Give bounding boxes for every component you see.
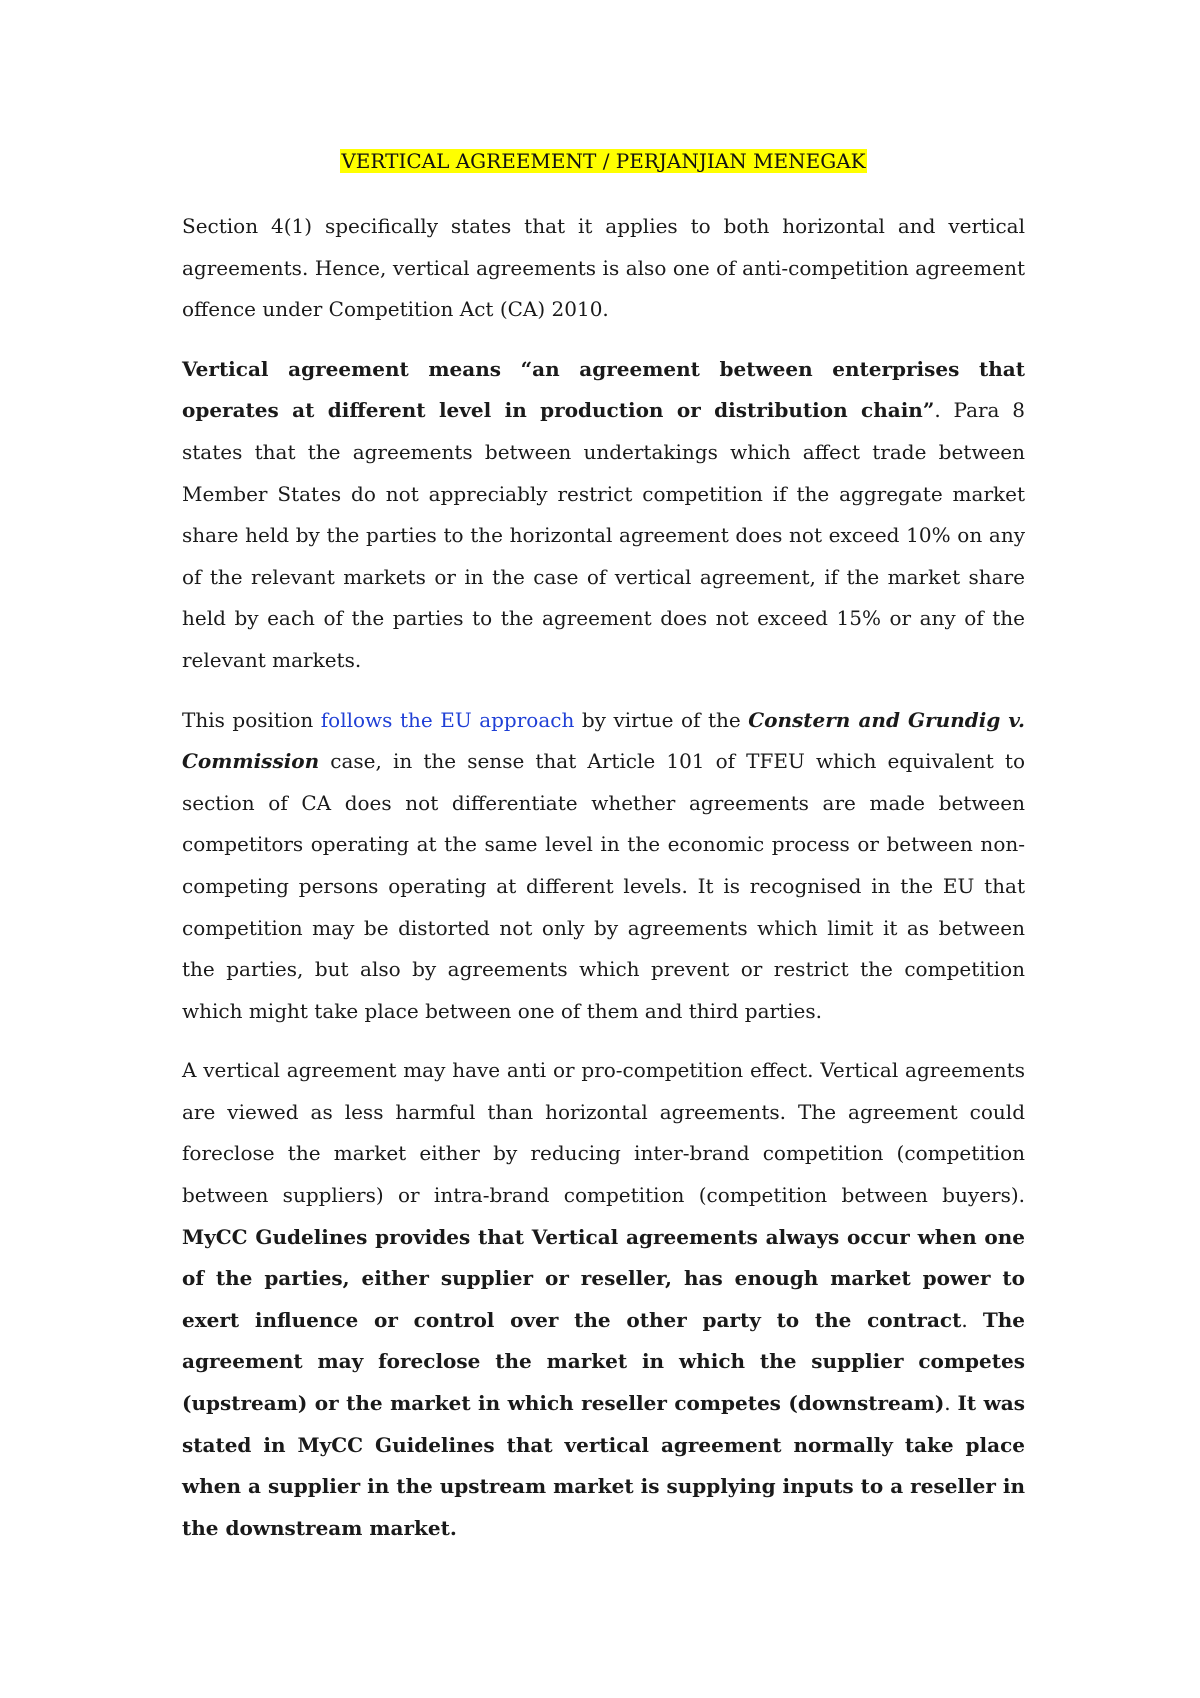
eu-approach-link[interactable]: follows the EU approach: [320, 707, 575, 732]
paragraph-effects: [182, 1050, 1025, 1549]
paragraph-eu-approach: [182, 700, 1025, 1033]
mycc-guideline-bold-3: It was stated in MyCC Guidelines that vertical agreement normally take place when a supplier in the upstream market is supplying inputs to a reseller in the downstream market.: [182, 1391, 1026, 1540]
paragraph-vertical-definition: [182, 349, 1025, 682]
case-name: Constern and Grundig v. Commission: [182, 707, 1025, 774]
heading-block: [182, 140, 1025, 182]
document-body: [182, 140, 1025, 1567]
paragraph-1-text: Section 4(1) specifically states that it applies to both horizontal and vertical agreements. Hence, vertical agreements is also one of anti-competition agreement offence under Competition Act (CA) 2010.: [182, 214, 1025, 322]
paragraph-section-4-1: [182, 206, 1025, 331]
eu-rest-text: case, in the sense that Article 101 of TFEU which equivalent to section of CA does not differentiate whether agreements are made between competitors operating at the same level in the economic process or between non-competing persons operating at different levels. It is recognised in the EU that competition may be distorted not only by agreements which limit it as between the parties, but also by agreements which prevent or restrict the competition which might take place between one of them and third parties.: [182, 749, 1025, 1023]
effects-lead-text: A vertical agreement may have anti or pro-competition effect. Vertical agreements are viewed as less harmful than horizontal agreements. The agreement could foreclose the market either by reducing inter-brand competition (competition between suppliers) or intra-brand competition (competition between buyers).: [182, 1058, 1025, 1208]
eu-lead-text: This position: [182, 707, 321, 732]
definition-rest-text: . Para 8 states that the agreements between undertakings which affect trade between Member States do not appreciably restrict competition if the aggregate market share held by the parties to the horizontal agreement does not exceed 10% on any of the relevant markets or in the case of vertical agreement, if the market share held by each of the parties to the agreement does not exceed 15% or any of the relevant markets.: [182, 398, 1025, 672]
effects-sep-1: .: [961, 1307, 983, 1332]
mycc-guideline-bold-2: The agreement may foreclose the market in which the supplier competes (upstream) or the market in which reseller competes (downstream): [182, 1307, 1025, 1416]
page-title: VERTICAL AGREEMENT / PERJANJIAN MENEGAK: [341, 149, 866, 173]
eu-mid-text: by virtue of the: [574, 707, 749, 732]
definition-bold-text: Vertical agreement means “an agreement between enterprises that operates at different level in production or distribution chain”: [182, 356, 1025, 423]
effects-sep-2: .: [944, 1391, 958, 1416]
mycc-guideline-bold-1: MyCC Gudelines provides that Vertical agreements always occur when one of the parties, either supplier or reseller, has enough market power to exert influence or control over the other party to the contract: [182, 1224, 1025, 1332]
